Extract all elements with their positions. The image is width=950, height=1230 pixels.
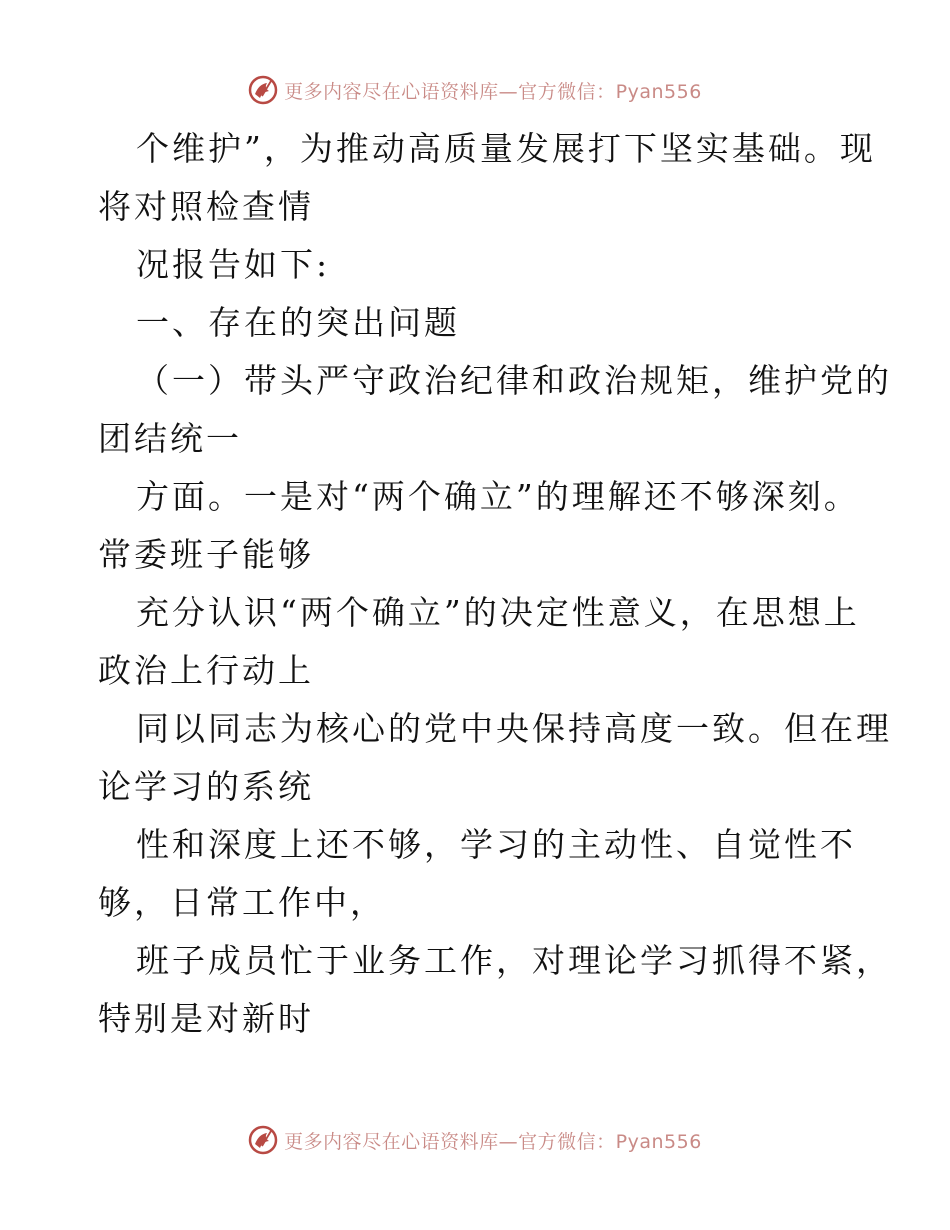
body-line: 充分认识“两个确立”的决定性意义，在思想上 xyxy=(136,593,860,632)
body-line: 况报告如下: xyxy=(136,245,331,284)
footer-banner xyxy=(0,1120,950,1160)
body-line: 特别是对新时 xyxy=(98,999,314,1038)
body-line: 将对照检查情 xyxy=(98,187,314,226)
red-flower-logo-icon xyxy=(248,1125,278,1155)
body-line: 方面。一是对“两个确立”的理解还不够深刻。 xyxy=(136,477,860,516)
body-line: 论学习的系统 xyxy=(98,767,314,806)
body-line: 同以同志为核心的党中央保持高度一致。但在理 xyxy=(136,709,892,748)
body-line: 个维护”，为推动高质量发展打下坚实基础。现 xyxy=(136,129,876,168)
body-line: 一、存在的突出问题 xyxy=(136,303,460,342)
body-line: 够，日常工作中， xyxy=(98,883,386,922)
footer-banner-text: 更多内容尽在心语资料库—官方微信：Pyan556 xyxy=(284,1130,702,1153)
body-line: 团结统一 xyxy=(98,419,242,458)
body-line: （一）带头严守政治纪律和政治规矩，维护党的 xyxy=(136,361,892,400)
body-line: 性和深度上还不够，学习的主动性、自觉性不 xyxy=(136,825,856,864)
document-body xyxy=(98,120,892,1048)
body-line: 常委班子能够 xyxy=(98,535,314,574)
body-line: 班子成员忙于业务工作，对理论学习抓得不紧， xyxy=(136,941,892,980)
header-banner-text: 更多内容尽在心语资料库—官方微信：Pyan556 xyxy=(284,80,702,103)
red-flower-logo-icon xyxy=(248,75,278,105)
header-banner xyxy=(0,70,950,110)
body-line: 政治上行动上 xyxy=(98,651,314,690)
